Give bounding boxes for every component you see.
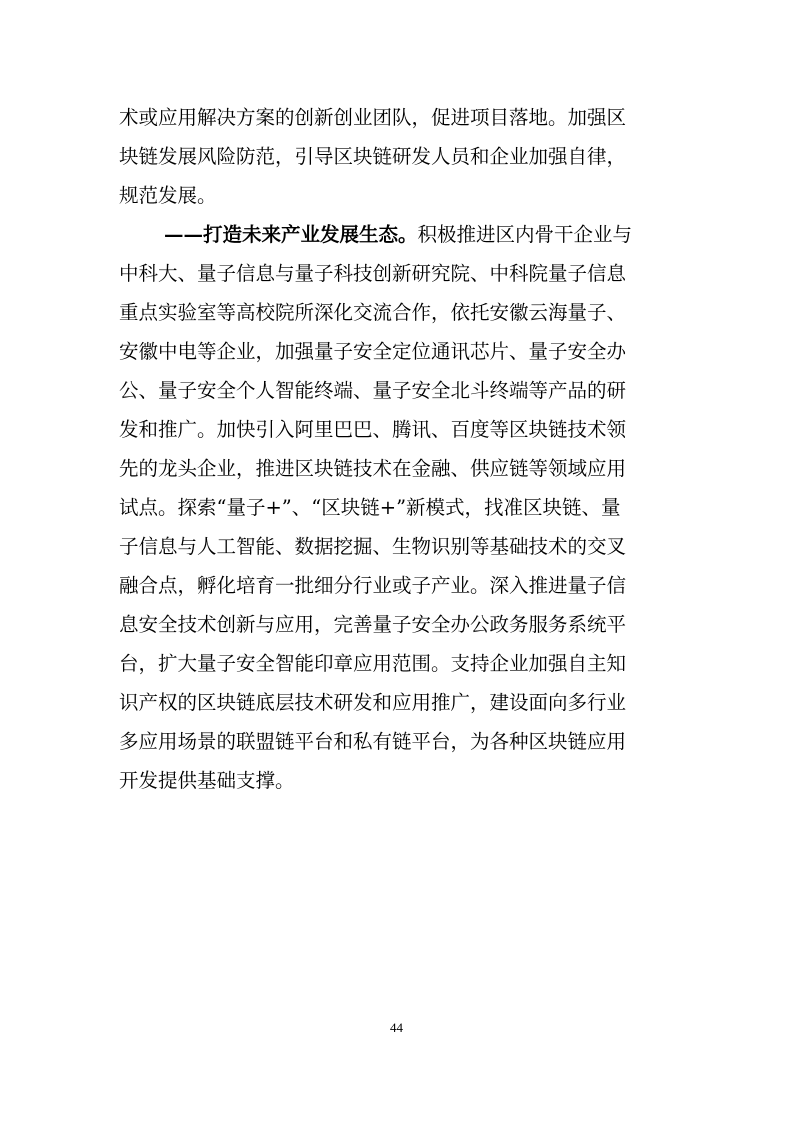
paragraph2-first-line-text: 积极推进区内骨干企业与 (417, 223, 633, 246)
paragraph2-first-line (164, 217, 632, 253)
paragraph2-line: 多应用场景的联盟链平台和私有链平台，为各种区块链应用 (119, 730, 627, 753)
paragraph2-line: 公、量子安全个人智能终端、量子安全北斗终端等产品的研 (119, 379, 627, 402)
paragraph1-line-1: 术或应用解决方案的创新创业团队，促进项目落地。加强区 (119, 106, 627, 129)
paragraph2-line: 中科大、量子信息与量子科技创新研究院、中科院量子信息 (119, 262, 627, 285)
paragraph2-line: 发和推广。加快引入阿里巴巴、腾讯、百度等区块链技术领 (119, 418, 627, 441)
paragraph2-line: 融合点，孵化培育一批细分行业或子产业。深入推进量子信 (119, 574, 627, 597)
paragraph2-line: 息安全技术创新与应用，完善量子安全办公政务服务系统平 (119, 613, 627, 636)
paragraph2-line: 先的龙头企业，推进区块链技术在金融、供应链等领域应用 (119, 457, 627, 480)
paragraph2-line: 试点。探索“量子+”、“区块链+”新模式，找准区块链、量 (119, 496, 621, 519)
paragraph1-line-3: 规范发展。 (119, 184, 217, 207)
section-heading: ——打造未来产业发展生态。 (164, 223, 418, 246)
paragraph1-line-2: 块链发展风险防范，引导区块链研发人员和企业加强自律， (119, 145, 627, 168)
paragraph2-line: 识产权的区块链底层技术研发和应用推广，建设面向多行业 (119, 691, 627, 714)
paragraph2-line: 开发提供基础支撑。 (119, 769, 295, 792)
paragraph2-line: 台，扩大量子安全智能印章应用范围。支持企业加强自主知 (119, 652, 627, 675)
paragraph2-line: 重点实验室等高校院所深化交流合作，依托安徽云海量子、 (119, 301, 627, 324)
page-number: 44 (390, 1020, 403, 1035)
paragraph2-line: 子信息与人工智能、数据挖掘、生物识别等基础技术的交叉 (119, 535, 627, 558)
paragraph2-line: 安徽中电等企业，加强量子安全定位通讯芯片、量子安全办 (119, 340, 627, 363)
